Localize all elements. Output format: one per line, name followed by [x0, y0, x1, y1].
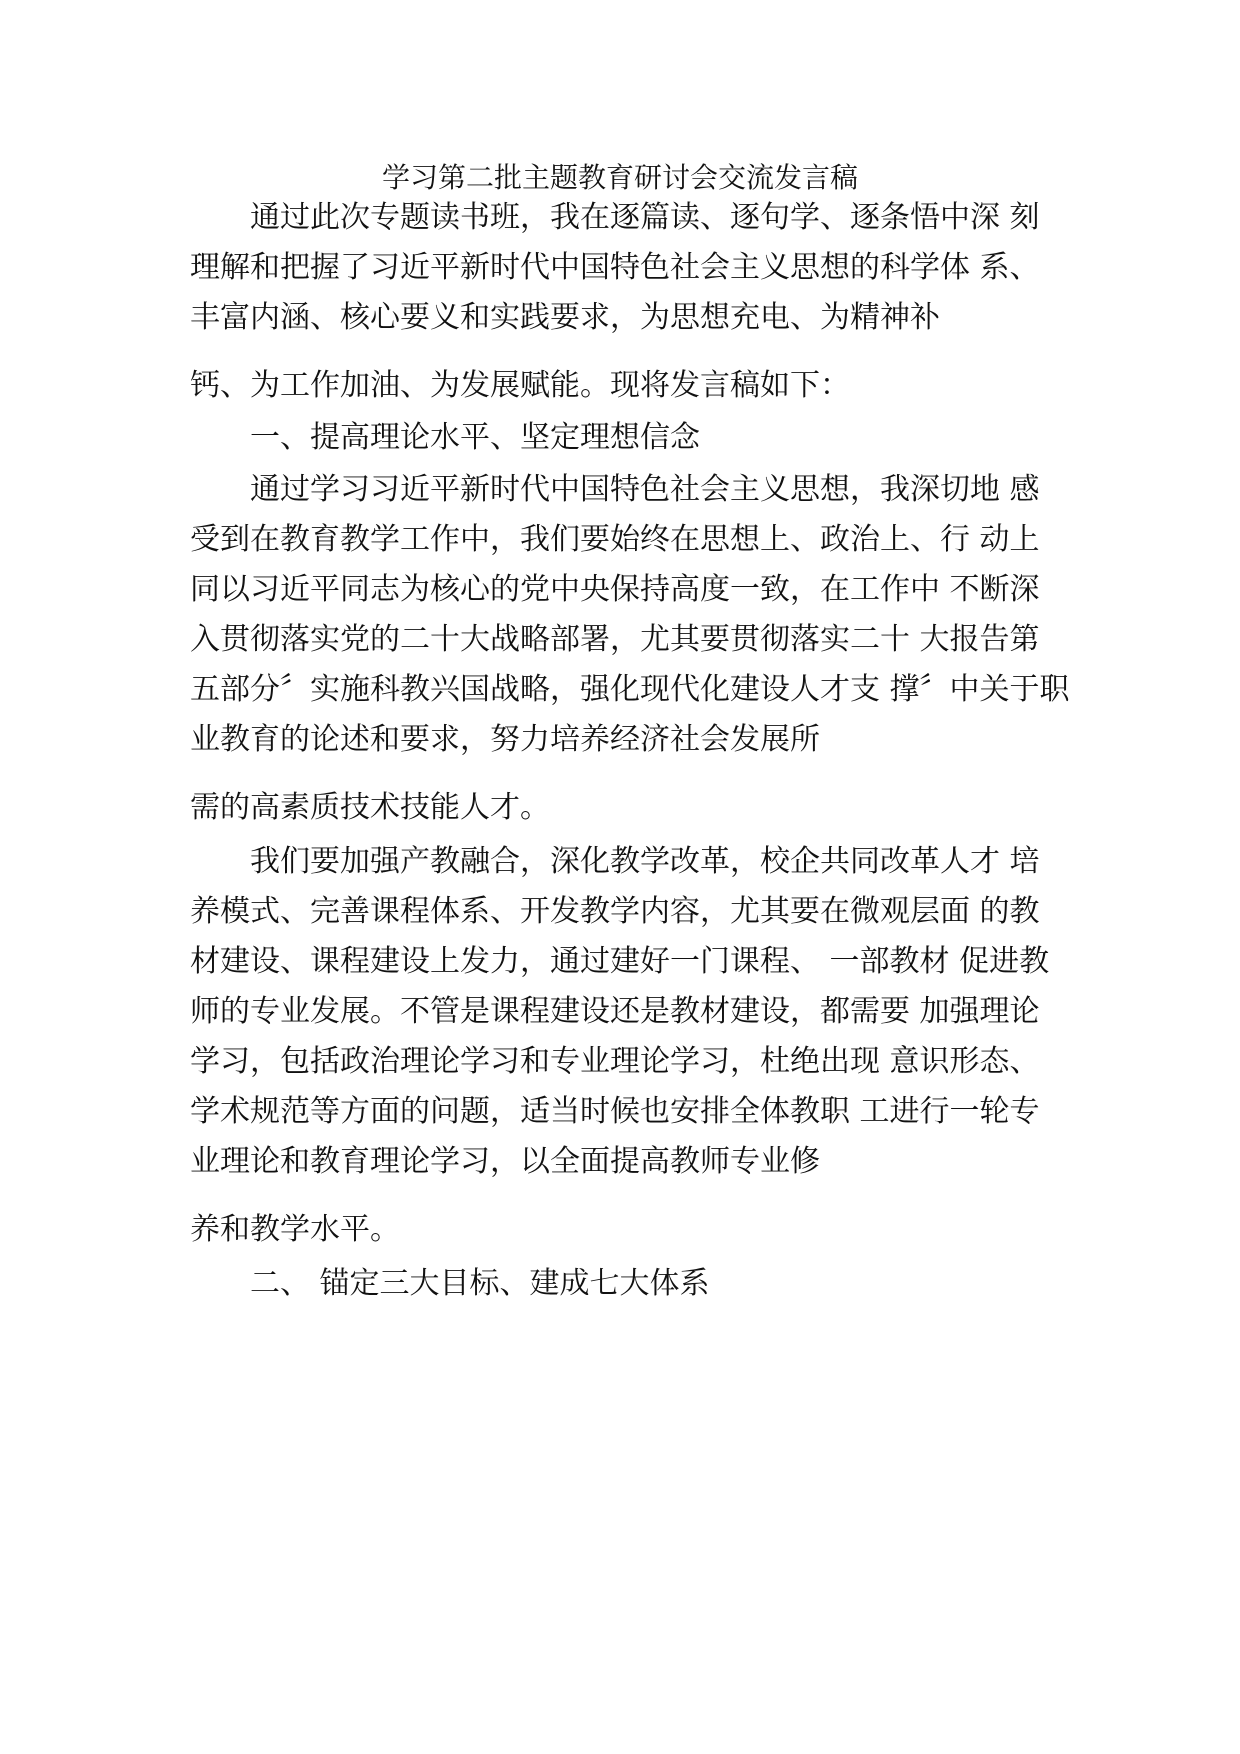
body-line: 同以习近平同志为核心的党中央保持高度一致，在工作中 不断深: [190, 572, 1040, 607]
body-line: 丰富内涵、核心要义和实践要求，为思想充电、为精神补: [190, 300, 940, 335]
body-line: 业教育的论述和要求，努力培养经济社会发展所: [190, 722, 820, 757]
body-line: 五部分〞实施科教兴国战略，强化现代化建设人才支 撑〞中关于职: [190, 672, 1070, 707]
body-line: 养和教学水平。: [190, 1212, 400, 1247]
body-line: 需的高素质技术技能人才。: [190, 790, 550, 825]
body-line: 受到在教育教学工作中，我们要始终在思想上、政治上、行 动上: [190, 522, 1040, 557]
body-line: 学术规范等方面的问题，适当时候也安排全体教职 工进行一轮专: [190, 1094, 1040, 1129]
body-line: 业理论和教育理论学习，以全面提高教师专业修: [190, 1144, 820, 1179]
body-line: 师的专业发展。不管是课程建设还是教材建设，都需要 加强理论: [190, 994, 1040, 1029]
body-line: 入贯彻落实党的二十大战略部署，尤其要贯彻落实二十 大报告第: [190, 622, 1040, 657]
document-title: 学习第二批主题教育研讨会交流发言稿: [381, 161, 858, 194]
section-heading: 一、提高理论水平、坚定理想信念: [250, 420, 700, 455]
body-line: 钙、为工作加油、为发展赋能。现将发言稿如下：: [190, 368, 850, 403]
body-line: 我们要加强产教融合，深化教学改革，校企共同改革人才 培: [250, 844, 1040, 879]
body-line: 学习，包括政治理论学习和专业理论学习，杜绝出现 意识形态、: [190, 1044, 1040, 1079]
body-line: 材建设、课程建设上发力，通过建好一门课程、 一部教材 促进教: [190, 944, 1050, 979]
body-line: 通过学习习近平新时代中国特色社会主义思想，我深切地 感: [250, 472, 1040, 507]
section-heading: 二、 锚定三大目标、建成七大体系: [250, 1266, 710, 1301]
body-line: 养模式、完善课程体系、开发教学内容，尤其要在微观层面 的教: [190, 894, 1040, 929]
body-line: 通过此次专题读书班，我在逐篇读、逐句学、逐条悟中深 刻: [250, 200, 1040, 235]
body-line: 理解和把握了习近平新时代中国特色社会主义思想的科学体 系、: [190, 250, 1040, 285]
